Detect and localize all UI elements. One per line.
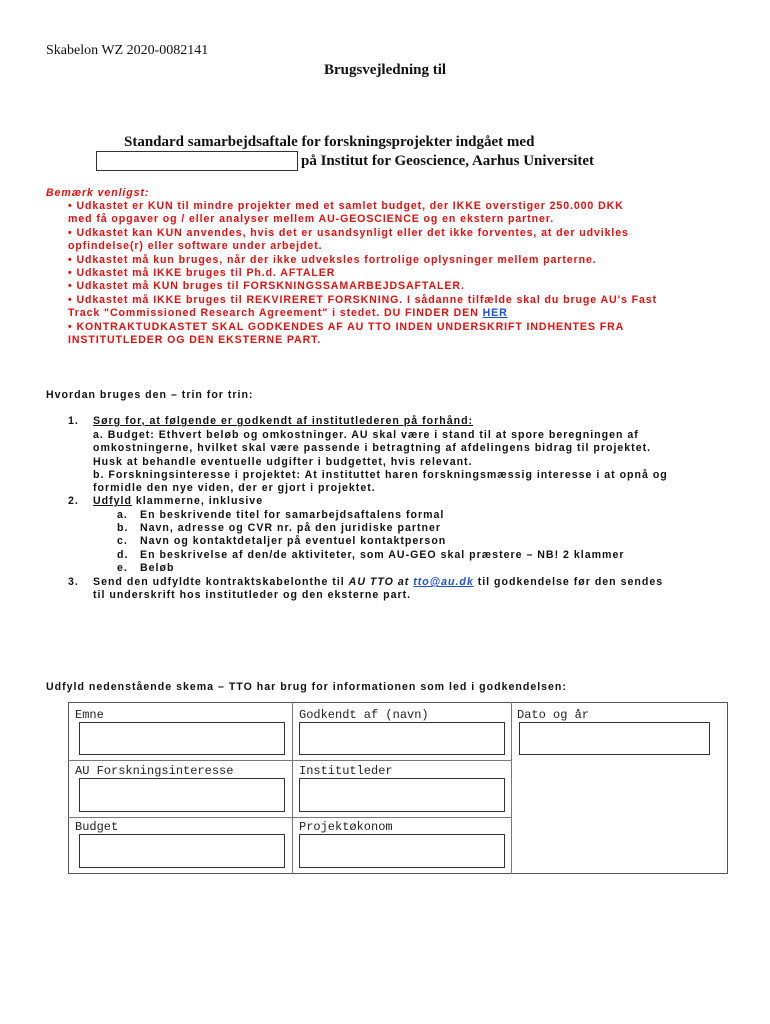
step1-line: b. Forskningsinteresse i projektet: At instituttet haren forskningsmæssig interesse i at opnå og	[93, 469, 668, 481]
notice-line: • Udkastet kan KUN anvendes, hvis det er usandsynligt eller det ikke forventes, at der udvikles	[68, 227, 629, 239]
table-divider	[292, 702, 293, 874]
notice-line: opfindelse(r) eller software under arbejdet.	[68, 240, 323, 252]
budget-field[interactable]	[79, 834, 285, 868]
notice-line: • Udkastet må IKKE bruges til Ph.d. AFTALER	[68, 267, 336, 279]
step2-item-text: Navn, adresse og CVR nr. på den juridiske partner	[140, 522, 441, 534]
table-divider	[511, 702, 512, 874]
step2-item-text: Beløb	[140, 562, 175, 574]
table-divider	[68, 817, 511, 818]
step2-rest: klammerne, inklusive	[131, 495, 264, 507]
step2-underlined: Udfyld	[93, 495, 132, 507]
step-number: 2.	[68, 495, 79, 507]
step3-text: Send den udfyldte kontraktskabelonthe til	[93, 576, 349, 588]
tto-email-link[interactable]: tto@au.dk	[413, 576, 474, 588]
projektokonom-field[interactable]	[299, 834, 505, 868]
notice-line-with-link	[68, 307, 728, 320]
step2-item-text: Navn og kontaktdetaljer på eventuel kontaktperson	[140, 535, 447, 547]
notice-line: • Udkastet er KUN til mindre projekter med et samlet budget, der IKKE overstiger 250.000 DKK	[68, 200, 624, 212]
label-projektokonom: Projektøkonom	[299, 820, 393, 834]
label-institutleder: Institutleder	[299, 764, 393, 778]
fast-track-link[interactable]: HER	[482, 307, 508, 319]
document-subtitle: Standard samarbejdsaftale for forskningsprojekter indgået med	[124, 134, 535, 150]
step-number: 1.	[68, 415, 79, 427]
step1-line: Husk at behandle eventuelle udgifter i budgettet, hvis relevant.	[93, 456, 473, 468]
howto-heading: Hvordan bruges den – trin for trin:	[46, 389, 254, 401]
subtitle-line-with-field	[96, 150, 594, 172]
step1-line: formidle den nye viden, der er gjort i projektet.	[93, 482, 376, 494]
step1-line: omkostningerne, hvilket skal være passende i betragtning af afdelingens bidrag til projektet.	[93, 442, 652, 454]
form-heading: Udfyld nedenstående skema – TTO har brug for informationen som led i godkendelsen:	[46, 681, 567, 693]
step2-item-text: En beskrivende titel for samarbejdsaftalens formal	[140, 509, 445, 521]
notice-heading: Bemærk venligst:	[46, 187, 150, 199]
partner-name-field[interactable]	[96, 151, 298, 171]
notice-line: • Udkastet må IKKE bruges til REKVIRERET FORSKNING. I sådanne tilfælde skal du bruge AU's Fast	[68, 294, 658, 306]
forskningsinteresse-field[interactable]	[79, 778, 285, 812]
step3-italic: AU TTO at	[348, 576, 414, 588]
step3-text: til godkendelse før den sendes	[473, 576, 664, 588]
template-code: Skabelon WZ 2020-0082141	[46, 43, 209, 58]
step-number: 3.	[68, 576, 79, 588]
institutleder-field[interactable]	[299, 778, 505, 812]
notice-line: med få opgaver og / eller analyser mellem AU-GEOSCIENCE og en ekstern partner.	[68, 213, 555, 225]
label-godkendt: Godkendt af (navn)	[299, 708, 429, 722]
emne-field[interactable]	[79, 722, 285, 755]
notice-line: • Udkastet må KUN bruges til FORSKNINGSSAMARBEJDSAFTALER.	[68, 280, 465, 292]
document-title: Brugsvejledning til	[323, 62, 447, 78]
label-emne: Emne	[75, 708, 104, 722]
label-forskningsinteresse: AU Forskningsinteresse	[75, 764, 234, 778]
step2-item-letter: d.	[117, 549, 129, 561]
step2-item-text: En beskrivelse af den/de aktiviteter, som AU-GEO skal præstere – NB! 2 klammer	[140, 549, 625, 561]
notice-line: • KONTRAKTUDKASTET SKAL GODKENDES AF AU TTO INDEN UNDERSKRIFT INDHENTES FRA	[68, 321, 625, 333]
step3-line2: til underskrift hos institutleder og den eksterne part.	[93, 589, 412, 601]
step3-line	[93, 576, 663, 589]
step1-line: a. Budget: Ethvert beløb og omkostninger. AU skal være i stand til at spore beregningen af	[93, 429, 639, 441]
step1-title: Sørg for, at følgende er godkendt af institutlederen på forhånd:	[93, 415, 474, 427]
step2-item-letter: a.	[117, 509, 128, 521]
step2-item-letter: b.	[117, 522, 129, 534]
notice-line-text: Track "Commissioned Research Agreement" i stedet. DU FINDER DEN	[68, 307, 483, 319]
label-dato: Dato og år	[517, 708, 590, 722]
step2-item-letter: e.	[117, 562, 128, 574]
notice-line: • Udkastet må kun bruges, når der ikke udveksles fortrolige oplysninger mellem parterne.	[68, 254, 597, 266]
godkendt-field[interactable]	[299, 722, 505, 755]
notice-line: INSTITUTLEDER OG DEN EKSTERNE PART.	[68, 334, 322, 346]
dato-field[interactable]	[519, 722, 710, 755]
table-divider	[68, 760, 511, 761]
step2-item-letter: c.	[117, 535, 128, 547]
step2-title	[93, 495, 263, 508]
label-budget: Budget	[75, 820, 119, 834]
institute-text: på Institut for Geoscience, Aarhus Universitet	[301, 152, 595, 169]
